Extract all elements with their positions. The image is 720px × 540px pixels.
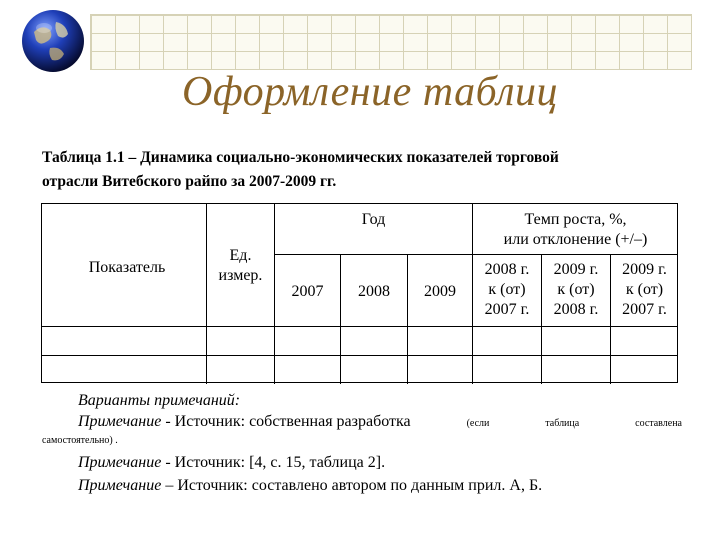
note-1-remark-d: самостоятельно) .: [42, 435, 118, 446]
caption-line-2: отрасли Витебского райпо за 2007-2009 гг.: [42, 173, 337, 190]
header-unit-line-2: измер.: [218, 267, 263, 284]
table-border: [206, 204, 207, 384]
table-border: [274, 254, 678, 255]
growth-col-1-line-3: 2007 г.: [484, 301, 530, 318]
growth-col-3-line-3: 2007 г.: [622, 301, 667, 318]
slide-title: Оформление таблиц: [181, 69, 559, 115]
note-2-text: - Источник: [4, с. 15, таблица 2].: [161, 454, 386, 471]
growth-col-3-line-2: к (от): [625, 281, 664, 298]
caption-line-1: Таблица 1.1 – Динамика социально-экономических показателей торговой: [42, 149, 559, 166]
note-1-remark-b: таблица: [545, 418, 580, 429]
data-table: [41, 203, 678, 383]
header-year: Год: [361, 211, 386, 228]
growth-col-2: [542, 260, 610, 320]
table-border: [407, 254, 408, 384]
growth-col-2-line-3: 2008 г.: [553, 301, 599, 318]
table-border: [42, 326, 678, 327]
growth-col-1-line-1: 2008 г.: [484, 261, 530, 278]
globe-icon: [20, 8, 86, 74]
table-caption: [42, 146, 692, 194]
note-1: [42, 411, 682, 434]
note-1-remark-c: составлена: [635, 418, 682, 429]
growth-col-3-line-1: 2009 г.: [622, 261, 667, 278]
header-unit: [207, 246, 274, 286]
growth-col-3: [611, 260, 678, 320]
note-2: [42, 452, 682, 473]
growth-col-1: [473, 260, 541, 320]
note-1-text: - Источник: собственная разработка: [161, 413, 411, 430]
growth-col-2-line-1: 2009 г.: [553, 261, 599, 278]
notes-variants-heading: Варианты примечаний:: [78, 392, 241, 409]
table-border: [340, 254, 341, 384]
header-growth-line-2: или отклонение (+/–): [503, 231, 648, 248]
note-1-label: Примечание: [78, 413, 162, 430]
note-2-label: Примечание: [78, 454, 162, 471]
note-3: [42, 475, 682, 496]
growth-col-1-line-2: к (от): [488, 281, 526, 298]
year-2009: 2009: [424, 283, 456, 300]
year-2007: 2007: [291, 283, 324, 300]
notes-block: [42, 390, 682, 496]
note-1-remark-a: (если: [466, 418, 490, 429]
header-unit-line-1: Ед.: [229, 247, 252, 264]
table-border: [42, 355, 678, 356]
year-2008: 2008: [358, 283, 390, 300]
note-3-label: Примечание: [78, 477, 162, 494]
header-growth-line-1: Темп роста, %,: [524, 211, 627, 228]
growth-col-2-line-2: к (от): [557, 281, 595, 298]
decorative-grid-band: [90, 14, 692, 70]
header-growth: [473, 210, 678, 250]
header-indicator: Показатель: [88, 259, 166, 276]
note-3-text: – Источник: составлено автором по данным прил. А, Б.: [161, 477, 543, 494]
